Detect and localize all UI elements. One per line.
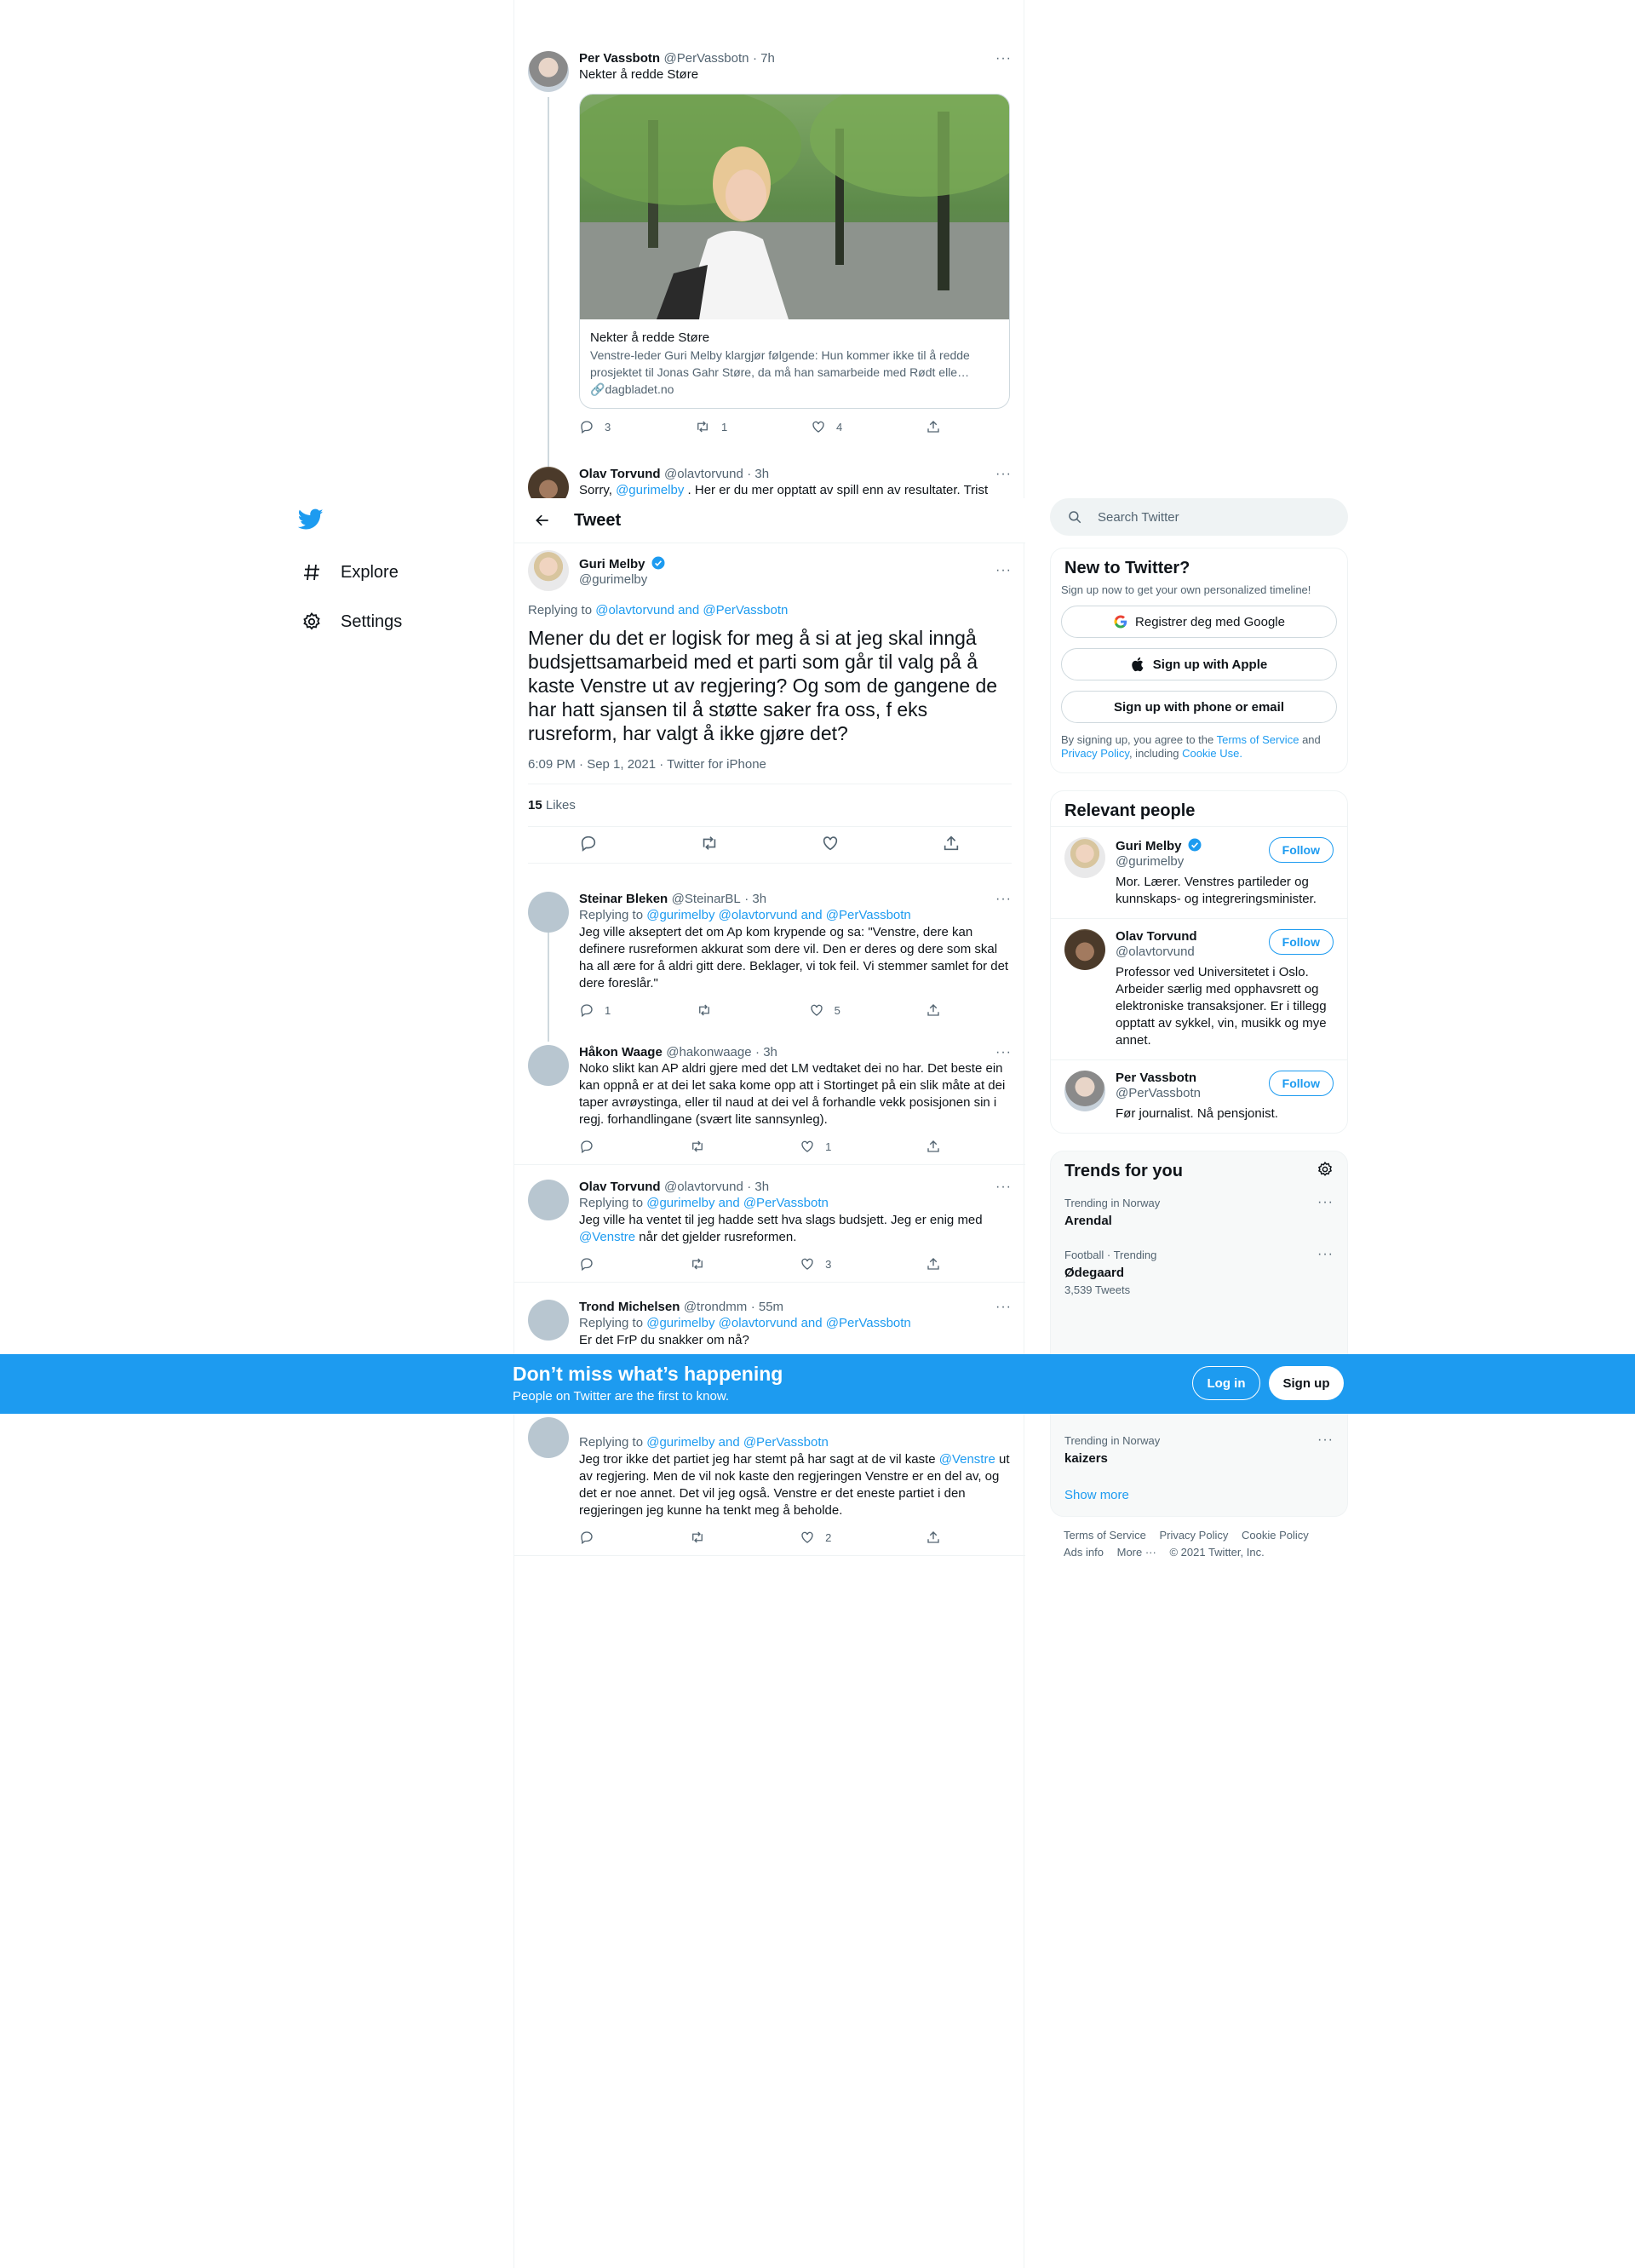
heart-icon[interactable] <box>821 834 840 853</box>
avatar[interactable] <box>528 1180 569 1220</box>
card-title: Nekter å redde Støre <box>590 330 710 345</box>
tweet-timestamp[interactable]: 6:09 PM · Sep 1, 2021 · Twitter for iPhone <box>528 757 766 772</box>
main-column <box>513 0 1024 2268</box>
share-button[interactable] <box>926 1002 941 1018</box>
tweet-text: Jeg ville ha ventet til jeg hadde sett hva slags budsjett. Jeg er enig med @Venstre når det gjelder rusreformen. <box>579 1213 983 1244</box>
author-name[interactable]: Trond Michelsen <box>579 1300 680 1314</box>
banner-title: Don’t miss what’s happening <box>513 1363 783 1385</box>
heart-icon <box>811 419 826 434</box>
trend-item[interactable] <box>1051 1424 1347 1476</box>
trend-item[interactable] <box>1051 1186 1347 1238</box>
retweet-icon <box>689 1530 706 1545</box>
new-to-twitter-panel <box>1050 548 1348 773</box>
mention-link[interactable]: @Venstre <box>579 1230 636 1244</box>
author-name[interactable]: Steinar Bleken <box>579 892 668 906</box>
tweet-actions <box>579 419 941 434</box>
tweet-actions <box>579 1256 941 1272</box>
person-bio: Mor. Lærer. Venstres partileder og kunnskaps- og integreringsminister. <box>1116 875 1317 906</box>
reply-button[interactable]: 1 <box>579 1002 611 1018</box>
avatar[interactable] <box>528 892 569 933</box>
verified-badge-icon <box>651 555 666 571</box>
author-handle[interactable]: @olavtorvund <box>664 467 743 481</box>
focus-actions <box>528 827 1012 863</box>
back-arrow-icon[interactable] <box>528 506 557 535</box>
author-handle[interactable]: @gurimelby <box>579 571 648 587</box>
trends-panel <box>1050 1151 1348 1517</box>
avatar[interactable] <box>528 1045 569 1086</box>
search-icon <box>1067 509 1082 525</box>
tweet-text: Jeg ville akseptert det om Ap kom krypende og sa: "Venstre, dere kan definere rusreformen akkurat som dere vil. Den er deres og dere som skal ha all ære for å aldri gitt dere. Beklager, vi tok feil. Vi stemmer samlet for det dere foreslår." <box>579 925 1009 990</box>
avatar[interactable] <box>528 467 569 498</box>
reply-tweet[interactable] <box>514 881 1025 1028</box>
heart-icon <box>800 1256 815 1272</box>
context-tweet-2[interactable] <box>528 467 1012 498</box>
trend-name: kaizers <box>1064 1451 1108 1466</box>
footer-more-link[interactable]: More ··· <box>1116 1546 1156 1559</box>
avatar[interactable] <box>1064 1071 1105 1111</box>
trend-context: Trending in Norway <box>1064 1197 1161 1209</box>
person-name[interactable]: Olav Torvund <box>1116 929 1197 944</box>
reply-icon <box>579 1530 594 1545</box>
tweet-text: Sorry, @gurimelby . Her er du mer opptatt av spill enn av resultater. Trist <box>579 483 989 497</box>
avatar[interactable] <box>528 1417 569 1458</box>
replying-to: Replying to @gurimelby and @PerVassbotn <box>579 1196 829 1210</box>
more-icon[interactable]: ··· <box>995 51 1012 66</box>
tweet-time[interactable]: · 3h <box>744 892 767 906</box>
share-button[interactable] <box>926 419 941 434</box>
tweet-time[interactable]: · 55m <box>750 1300 784 1314</box>
avatar[interactable] <box>528 51 569 92</box>
author-handle[interactable]: @olavtorvund <box>664 1180 743 1194</box>
author-name[interactable]: Olav Torvund <box>579 467 661 481</box>
terms-text: By signing up, you agree to the Terms of Service and Privacy Policy, including Cookie Use. <box>1061 733 1321 760</box>
privacy-link[interactable]: Privacy Policy <box>1061 747 1129 760</box>
like-button[interactable]: 4 <box>811 419 842 434</box>
reply-tweet[interactable] <box>514 1407 1025 1556</box>
more-icon[interactable]: ··· <box>995 563 1012 577</box>
replying-to: Replying to @olavtorvund and @PerVassbotn <box>528 603 789 617</box>
person-name[interactable]: Guri Melby <box>1116 839 1182 853</box>
apple-icon <box>1131 656 1146 673</box>
reply-tweet[interactable] <box>514 1289 1025 1359</box>
nav-explore-label: Explore <box>341 562 399 582</box>
avatar[interactable] <box>1064 929 1105 970</box>
trend-item[interactable] <box>1051 1238 1347 1307</box>
person-item[interactable] <box>1051 826 1347 918</box>
like-button[interactable]: 3 <box>800 1256 831 1272</box>
search-input[interactable] <box>1050 498 1348 536</box>
person-handle[interactable]: @gurimelby <box>1116 854 1185 869</box>
retweet-button[interactable] <box>689 1530 706 1545</box>
share-icon[interactable] <box>942 834 961 853</box>
reply-icon <box>579 1002 594 1018</box>
hashtag-icon <box>300 560 324 584</box>
person-handle[interactable]: @PerVassbotn <box>1116 1086 1201 1100</box>
tweet-time[interactable]: · 3h <box>747 1180 770 1194</box>
replying-to-links[interactable]: @olavtorvund and @PerVassbotn <box>595 603 789 617</box>
reply-tweet[interactable] <box>514 1169 1025 1283</box>
link-card[interactable] <box>579 94 1010 409</box>
more-icon[interactable]: ··· <box>995 1300 1012 1314</box>
apple-signup-button[interactable]: Sign up with Apple <box>1061 648 1337 680</box>
card-domain-row <box>590 381 999 398</box>
heart-icon <box>800 1530 815 1545</box>
tweet-time[interactable]: · 3h <box>755 1045 777 1059</box>
share-icon <box>926 1530 941 1545</box>
google-signup-button[interactable]: Registrer deg med Google <box>1061 606 1337 638</box>
share-button[interactable] <box>926 1530 941 1545</box>
retweet-button[interactable]: 1 <box>694 419 727 434</box>
tweet-text: Er det FrP du snakker om nå? <box>579 1333 749 1347</box>
follow-button[interactable]: Follow <box>1269 837 1334 863</box>
more-icon[interactable]: ··· <box>995 1045 1012 1059</box>
author-name[interactable]: Per Vassbotn <box>579 51 661 66</box>
panel-subtitle: Sign up now to get your own personalized timeline! <box>1061 583 1311 596</box>
share-button[interactable] <box>926 1256 941 1272</box>
replying-to: Replying to @gurimelby @olavtorvund and @PerVassbotn <box>579 908 911 922</box>
trend-name: Arendal <box>1064 1214 1112 1228</box>
trend-count: 3,539 Tweets <box>1064 1283 1131 1296</box>
reply-icon <box>579 1139 594 1154</box>
like-button[interactable]: 5 <box>809 1002 840 1018</box>
relevant-people-panel <box>1050 790 1348 1134</box>
cookie-link[interactable]: Cookie Use. <box>1182 747 1242 760</box>
more-icon[interactable]: ··· <box>1317 1195 1334 1209</box>
twitter-logo-icon[interactable] <box>290 498 332 541</box>
nav-settings-label: Settings <box>341 611 403 631</box>
thread-line <box>548 97 549 514</box>
nav-explore[interactable] <box>290 548 494 597</box>
retweet-icon <box>694 419 711 434</box>
more-icon[interactable]: ··· <box>995 1180 1012 1194</box>
like-button[interactable]: 1 <box>800 1139 831 1154</box>
person-item[interactable] <box>1051 918 1347 1059</box>
author-handle[interactable]: @trondmm <box>683 1300 748 1314</box>
heart-icon <box>809 1002 824 1018</box>
like-button[interactable]: 2 <box>800 1530 831 1545</box>
card-image <box>580 95 1010 319</box>
tweet-text: Jeg tror ikke det partiet jeg har stemt på har sagt at de vil kaste @Venstre ut av regjering. Men de vil nok kaste den regjeringen Venstre er en del av, og det er noe annet. Det vil jeg også. Venstre er det eneste partiet i den regjeringen jeg kunne ha tenkt meg å beholde. <box>579 1452 1010 1518</box>
signup-button[interactable]: Sign up <box>1269 1366 1344 1400</box>
trend-context: Trending in Norway <box>1064 1434 1161 1447</box>
retweet-icon[interactable] <box>700 834 719 853</box>
more-icon[interactable]: ··· <box>995 467 1012 481</box>
footer-privacy-link[interactable]: Privacy Policy <box>1159 1529 1229 1542</box>
retweet-button[interactable] <box>696 1002 723 1018</box>
reply-button[interactable] <box>579 1139 594 1154</box>
avatar[interactable] <box>528 550 569 591</box>
context-tweet[interactable] <box>528 51 1012 434</box>
show-more-link[interactable]: Show more <box>1064 1488 1129 1502</box>
retweet-icon <box>696 1002 713 1018</box>
retweet-button[interactable] <box>689 1256 706 1272</box>
card-domain: dagbladet.no <box>605 382 674 396</box>
replying-to: Replying to @gurimelby and @PerVassbotn <box>579 1435 829 1450</box>
verified-badge-icon <box>1187 837 1202 853</box>
author-name[interactable]: Håkon Waage <box>579 1045 663 1059</box>
footer-cookie-link[interactable]: Cookie Policy <box>1241 1529 1309 1542</box>
heart-icon <box>800 1139 815 1154</box>
avatar[interactable] <box>1064 837 1105 878</box>
person-bio: Før journalist. Nå pensjonist. <box>1116 1106 1278 1121</box>
more-icon[interactable]: ··· <box>1317 1247 1334 1261</box>
panel-title: Relevant people <box>1064 801 1196 820</box>
login-button[interactable]: Log in <box>1192 1366 1260 1400</box>
signup-banner <box>0 1354 1635 1414</box>
card-description: Venstre-leder Guri Melby klargjør følgende: Hun kommer ikke til å redde prosjektet til Jonas Gahr Støre, da må han samarbeide med Rødt elle… <box>590 348 970 379</box>
tweet-text: Noko slikt kan AP aldri gjere med det LM vedtaket dei no har. Det beste ein kan oppnå er at dei let saka kome opp att i Stortinget på ein slik måte at dei taper avrøystinga, eller til naud at dei vel å forhandle vekk posisjonen sin i regj. forhandlingane (svært lite sannsynleg). <box>579 1061 1006 1127</box>
panel-title: New to Twitter? <box>1064 559 1190 577</box>
trend-name: Ødegaard <box>1064 1266 1125 1280</box>
share-button[interactable] <box>926 1139 941 1154</box>
author-handle[interactable]: @hakonwaage <box>666 1045 752 1059</box>
more-icon[interactable]: ··· <box>995 892 1012 906</box>
retweet-button[interactable] <box>689 1139 706 1154</box>
tweet-actions <box>579 1002 941 1018</box>
share-icon <box>926 419 941 434</box>
reply-icon <box>579 1256 594 1272</box>
page-title: Tweet <box>574 510 622 530</box>
reply-tweet[interactable] <box>514 1035 1025 1165</box>
share-icon <box>926 1256 941 1272</box>
reply-button[interactable] <box>579 1530 594 1545</box>
google-icon <box>1113 614 1128 629</box>
retweet-icon <box>689 1139 706 1154</box>
banner-subtitle: People on Twitter are the first to know. <box>513 1389 730 1404</box>
nav-settings[interactable] <box>290 597 494 646</box>
thread-line <box>548 933 549 1042</box>
reply-button[interactable] <box>579 1256 594 1272</box>
tweet-time[interactable]: · 7h <box>752 51 775 66</box>
tweet-header <box>514 498 1025 543</box>
tweet-text: Nekter å redde Støre <box>579 67 699 82</box>
terms-link[interactable]: Terms of Service <box>1216 733 1299 746</box>
reply-button[interactable]: 3 <box>579 419 611 434</box>
tweet-text: Mener du det er logisk for meg å si at jeg skal inngå budsjettsamarbeid med et parti som går til valg på å kaste Venstre ut av regjering? Og som de gangene de har hatt sjansen til å støtte saker fra oss, f eks rusreform, har valgt å ikke gjøre det? <box>528 627 998 744</box>
author-handle[interactable]: @SteinarBL <box>671 892 741 906</box>
more-icon[interactable]: ··· <box>1317 1433 1334 1447</box>
left-nav <box>290 498 494 646</box>
footer-links <box>1050 1517 1348 1571</box>
trend-context: Football · Trending <box>1064 1249 1157 1261</box>
person-bio: Professor ved Universitetet i Oslo. Arbeider særlig med opphavsrett og elektroniske transaksjoner. Er i tillegg opptatt av sykkel, vin, musikk og mye annet. <box>1116 965 1327 1048</box>
person-handle[interactable]: @olavtorvund <box>1116 945 1195 959</box>
footer-terms-link[interactable]: Terms of Service <box>1064 1529 1146 1542</box>
gear-icon <box>300 610 324 634</box>
tweet-time[interactable]: · 3h <box>747 467 770 481</box>
mention-link[interactable]: @gurimelby <box>616 483 685 497</box>
mention-link[interactable]: @Venstre <box>938 1452 995 1467</box>
follow-button[interactable]: Follow <box>1269 929 1334 955</box>
share-icon <box>926 1002 941 1018</box>
reply-icon <box>579 419 594 434</box>
retweet-icon <box>689 1256 706 1272</box>
phone-signup-button[interactable]: Sign up with phone or email <box>1061 691 1337 723</box>
person-name[interactable]: Per Vassbotn <box>1116 1071 1197 1085</box>
author-handle[interactable]: @PerVassbotn <box>663 51 749 66</box>
tweet-actions <box>579 1530 941 1545</box>
footer-copyright: © 2021 Twitter, Inc. <box>1169 1546 1265 1559</box>
reply-icon[interactable] <box>579 834 598 853</box>
panel-title: Trends for you <box>1064 1162 1183 1180</box>
likes-count[interactable]: 15 Likes <box>528 798 576 812</box>
focus-tweet <box>528 543 1012 864</box>
share-icon <box>926 1139 941 1154</box>
footer-ads-link[interactable]: Ads info <box>1064 1546 1104 1559</box>
author-name[interactable]: Olav Torvund <box>579 1180 661 1194</box>
avatar[interactable] <box>528 1300 569 1341</box>
person-item[interactable] <box>1051 1059 1347 1133</box>
replying-to: Replying to @gurimelby @olavtorvund and @PerVassbotn <box>579 1316 911 1330</box>
settings-gear-icon[interactable] <box>1317 1161 1334 1178</box>
follow-button[interactable]: Follow <box>1269 1071 1334 1096</box>
tweet-actions <box>579 1139 941 1154</box>
search-placeholder: Search Twitter <box>1098 509 1179 525</box>
link-icon: 🔗 <box>590 382 605 396</box>
author-name[interactable]: Guri Melby <box>579 556 645 571</box>
